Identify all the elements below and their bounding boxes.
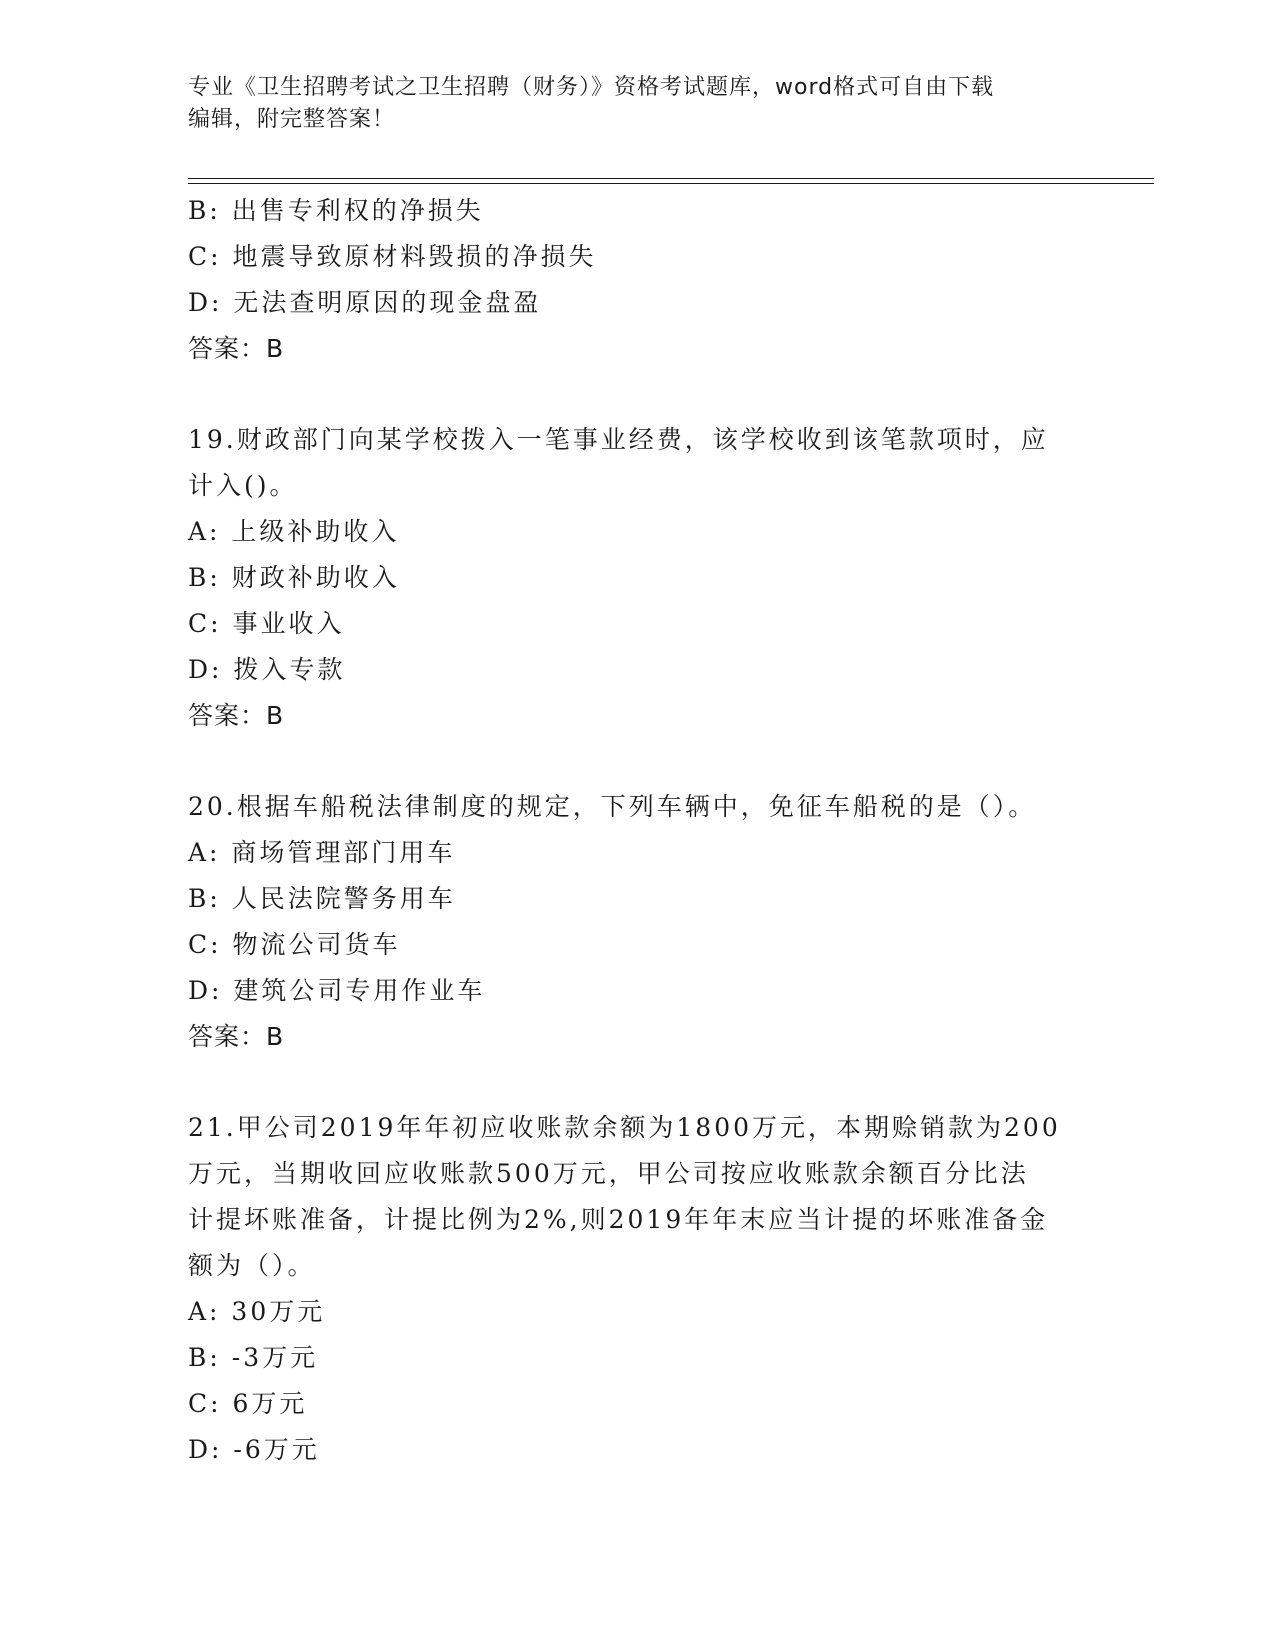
option-b: B: 财政补助收入	[188, 563, 400, 592]
question-text: 21.甲公司2019年年初应收账款余额为1800万元，本期赊销款为200	[188, 1113, 1061, 1142]
question-text: 计提坏账准备，计提比例为2%,则2019年年末应当计提的坏账准备金	[188, 1205, 1049, 1234]
question-text: 万元，当期收回应收账款500万元，甲公司按应收账款余额百分比法	[188, 1159, 1029, 1188]
document-header	[188, 72, 1068, 136]
question-list	[188, 188, 1088, 1473]
answer: 答案：B	[188, 701, 285, 730]
header-line-1: 专业《卫生招聘考试之卫生招聘（财务）》资格考试题库，word格式可自由下载	[188, 75, 995, 100]
question-20	[188, 784, 1088, 1060]
option-d: D: 建筑公司专用作业车	[188, 976, 486, 1005]
option-d: D: 拨入专款	[188, 655, 346, 684]
option-d: D: 无法查明原因的现金盘盈	[188, 288, 542, 317]
question-text: 额为（）。	[188, 1251, 316, 1280]
option-b: B: 出售专利权的净损失	[188, 196, 484, 225]
answer: 答案：B	[188, 334, 285, 363]
option-d: D: -6万元	[188, 1435, 320, 1464]
option-a: A: 上级补助收入	[188, 517, 400, 546]
question-18-partial	[188, 188, 1088, 372]
option-c: C: 事业收入	[188, 609, 345, 638]
option-a: A: 30万元	[188, 1297, 326, 1326]
option-c: C: 6万元	[188, 1389, 308, 1418]
option-b: B: -3万元	[188, 1343, 319, 1372]
question-text: 19.财政部门向某学校拨入一笔事业经费，该学校收到该笔款项时，应	[188, 425, 1049, 454]
option-b: B: 人民法院警务用车	[188, 884, 456, 913]
option-c: C: 地震导致原材料毁损的净损失	[188, 242, 597, 271]
option-c: C: 物流公司货车	[188, 930, 401, 959]
question-21	[188, 1105, 1088, 1473]
question-text: 20.根据车船税法律制度的规定，下列车辆中，免征车船税的是（）。	[188, 792, 1037, 821]
question-text: 计入()。	[188, 471, 298, 500]
option-a: A: 商场管理部门用车	[188, 838, 456, 867]
answer: 答案：B	[188, 1022, 285, 1051]
question-19	[188, 417, 1088, 739]
header-divider	[188, 178, 1154, 184]
header-line-2: 编辑，附完整答案！	[188, 107, 396, 132]
